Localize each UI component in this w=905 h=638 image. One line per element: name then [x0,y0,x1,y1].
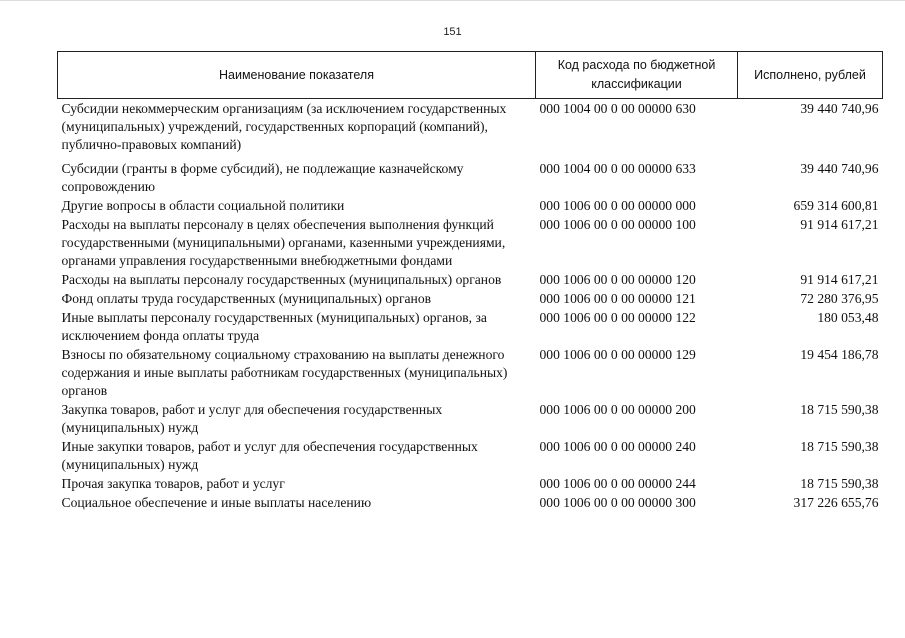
row-name: Фонд оплаты труда государственных (муниципальных) органов [61,291,432,306]
row-amount: 39 440 740,96 [800,101,879,116]
row-code: 000 1004 00 0 00 00000 630 [539,101,696,116]
table-row [58,308,883,345]
row-amount: 72 280 376,95 [800,291,879,306]
table-row [58,437,883,474]
row-amount: 19 454 186,78 [800,347,879,362]
row-amount: 39 440 740,96 [800,161,879,176]
page-number: 151 [443,26,462,38]
row-code: 000 1006 00 0 00 00000 300 [539,495,696,510]
table-header-row [58,52,883,99]
row-name: Расходы на выплаты персоналу государственных (муниципальных) органов [61,272,502,287]
row-amount: 18 715 590,38 [800,476,879,491]
row-name: Другие вопросы в области социальной политики [61,198,345,213]
row-name: Иные закупки товаров, работ и услуг для обеспечения государственных (муниципальных) нужд [61,439,478,472]
column-header-code: Код расхода по бюджетной классификации [536,52,738,99]
row-name: Прочая закупка товаров, работ и услуг [61,476,285,491]
table-row [58,196,883,215]
table-row [58,345,883,400]
row-amount: 659 314 600,81 [793,198,879,213]
row-name: Социальное обеспечение и иные выплаты населению [61,495,372,510]
table-row [58,474,883,493]
table-row [58,154,883,196]
row-code: 000 1006 00 0 00 00000 129 [539,347,696,362]
row-code: 000 1006 00 0 00 00000 000 [539,198,696,213]
column-header-amount: Исполнено, рублей [738,52,883,99]
row-code: 000 1004 00 0 00 00000 633 [539,161,696,176]
row-amount: 317 226 655,76 [793,495,879,510]
table-row [58,400,883,437]
row-amount: 18 715 590,38 [800,402,879,417]
row-code: 000 1006 00 0 00 00000 240 [539,439,696,454]
row-code: 000 1006 00 0 00 00000 122 [539,310,696,325]
row-name: Взносы по обязательному социальному страхованию на выплаты денежного содержания и иные выплаты работникам государственных (муниципальных) органов [61,347,508,398]
scan-edge-line [0,0,905,1]
budget-report-table [57,51,883,512]
row-name: Закупка товаров, работ и услуг для обеспечения государственных (муниципальных) нужд [61,402,443,435]
column-header-name: Наименование показателя [58,52,536,99]
row-code: 000 1006 00 0 00 00000 244 [539,476,696,491]
table-row [58,99,883,155]
row-name: Расходы на выплаты персоналу в целях обеспечения выполнения функций государственными (муниципальными) органами, казенными учреждениями, органами управления государственными внебюджетными фондами [61,217,506,268]
row-code: 000 1006 00 0 00 00000 100 [539,217,696,232]
table-row [58,270,883,289]
row-name: Иные выплаты персоналу государственных (муниципальных) органов, за исключением фонда оплаты труда [61,310,487,343]
table-row [58,289,883,308]
row-name: Субсидии некоммерческим организациям (за исключением государственных (муниципальных) учреждений, государственных корпораций (компаний), публично-правовых компаний) [61,101,507,152]
row-code: 000 1006 00 0 00 00000 121 [539,291,696,306]
row-amount: 91 914 617,21 [800,272,879,287]
row-code: 000 1006 00 0 00 00000 200 [539,402,696,417]
row-amount: 180 053,48 [817,310,879,325]
row-amount: 91 914 617,21 [800,217,879,232]
row-name: Субсидии (гранты в форме субсидий), не подлежащие казначейскому сопровождению [61,161,464,194]
row-code: 000 1006 00 0 00 00000 120 [539,272,696,287]
table-row [58,493,883,512]
row-amount: 18 715 590,38 [800,439,879,454]
table-row [58,215,883,270]
